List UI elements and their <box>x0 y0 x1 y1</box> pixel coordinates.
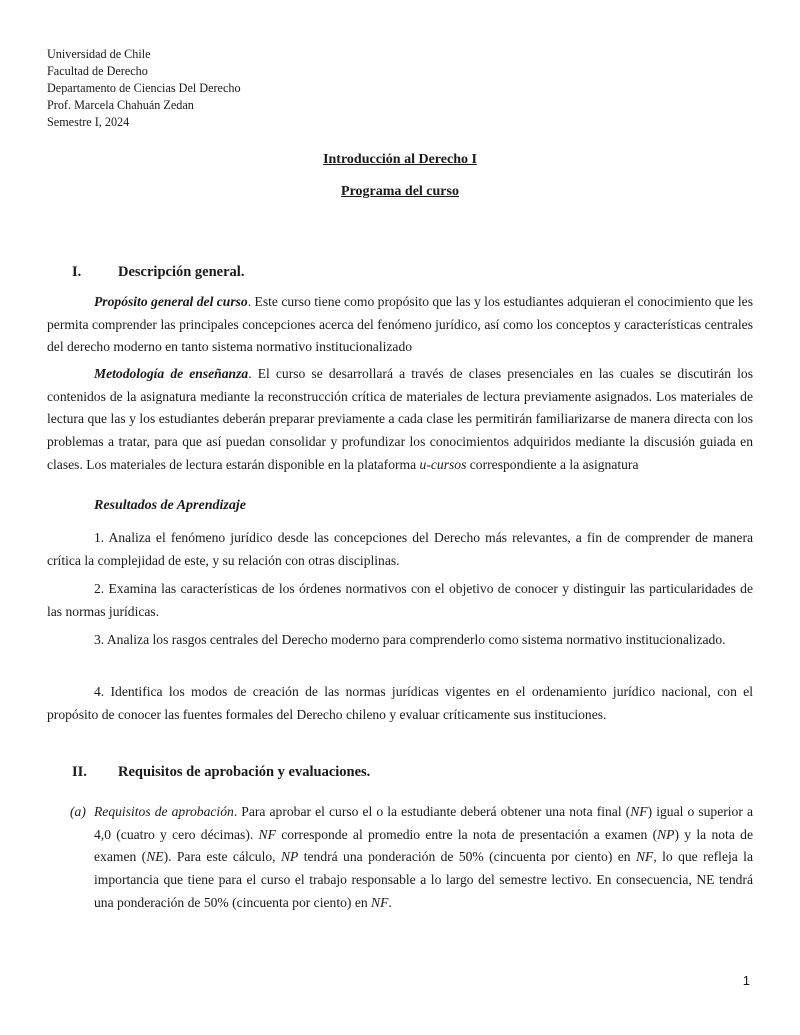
document-subtitle: Programa del curso <box>341 184 459 199</box>
section-1-title: Descripción general. <box>118 264 245 280</box>
semester: Semestre I, 2024 <box>47 115 130 129</box>
section-2-number: II. <box>72 764 87 780</box>
requirements-text: ) igual o superior a 4,0 (cuatro y cero décimas). <box>94 804 753 842</box>
requirements-text: . Para aprobar el curso el o la estudiante deberá obtener una nota final ( <box>233 804 631 819</box>
requirements-text: ) y la nota de examen ( <box>94 826 753 865</box>
outcome-item: 1. Analiza el fenómeno jurídico desde las concepciones del Derecho más relevantes, a fin de comprender de manera crítica la complejidad de este, y su relación con otras disciplinas. <box>47 530 753 568</box>
term-nf: NF <box>371 894 389 910</box>
section-1-number: I. <box>72 264 82 280</box>
faculty-name: Facultad de Derecho <box>47 64 148 78</box>
requirements-text: . <box>388 894 392 910</box>
outcome-item: 4. Identifica los modos de creación de las normas jurídicas vigentes en el ordenamiento jurídico nacional, con el propósito de conocer las fuentes formales del Derecho chileno y evaluar críticamente sus instituciones. <box>47 684 753 722</box>
requirements-text: , lo que refleja la importancia que tiene para el curso el trabajo responsable a lo largo del semestre lectivo. En consecuencia, NE tendrá una ponderación de 50% (cincuenta por ciento) en <box>94 849 753 910</box>
requirements-text: tendrá una ponderación de 50% (cincuenta por ciento) en <box>298 849 636 865</box>
professor-name: Prof. Marcela Chahuán Zedan <box>47 98 194 112</box>
platform-name: u-cursos <box>419 456 467 472</box>
term-nf: NF <box>258 826 276 842</box>
page-number: 1 <box>742 973 750 988</box>
requirements-text: corresponde al promedio entre la nota de presentación a examen ( <box>275 826 658 842</box>
methodology-tail: correspondiente a la asignatura <box>466 456 639 472</box>
methodology-text: . El curso se desarrollará a través de clases presenciales en las cuales se discutirán los contenidos de la asignatura mediante la reconstrucción crítica de materiales de lectura previamente asignados. Los materiales de lectura que las y los estudiantes deberán preparar previamente a cada clase les permitirán familiarizarse de manera directa con los problemas a tratar, para que así puedan consolidar y profundizar los conocimientos adquiridos mediante la discusión guiada en clases. Los materiales de lectura estarán disponible en la plataforma <box>47 366 753 472</box>
term-nf: NF <box>630 804 648 819</box>
document-header <box>47 46 241 131</box>
outcomes-heading: Resultados de Aprendizaje <box>94 498 246 513</box>
document-title: Introducción al Derecho I <box>323 152 477 167</box>
outcome-item: 2. Examina las características de los órdenes normativos con el objetivo de conocer y distinguir las particularidades de las normas jurídicas. <box>47 581 753 619</box>
term-nf: NF <box>635 849 654 865</box>
term-np: NP <box>657 826 675 842</box>
purpose-paragraph <box>47 291 753 359</box>
purpose-text: . Este curso tiene como propósito que las y los estudiantes adquieran el conocimiento que les permita comprender las principales concepciones acerca del fenómeno jurídico, así como los conceptos y características centrales del derecho moderno en tanto sistema normativo institucionalizado <box>47 294 754 355</box>
term-ne: NE <box>146 849 164 865</box>
requirements-label: Requisitos de aprobación <box>94 804 234 819</box>
purpose-label: Propósito general del curso <box>94 294 248 309</box>
university-name: Universidad de Chile <box>47 47 151 61</box>
term-np: NP <box>280 849 299 865</box>
outcome-item: 3. Analiza los rasgos centrales del Derecho moderno para comprenderlo como sistema normativo institucionalizado. <box>94 632 726 647</box>
list-marker: (a) <box>70 804 86 819</box>
department-name: Departamento de Ciencias Del Derecho <box>47 81 241 95</box>
methodology-label: Metodología de enseñanza <box>94 366 249 381</box>
requirements-item <box>70 801 753 915</box>
section-2-title: Requisitos de aprobación y evaluaciones. <box>118 764 371 780</box>
requirements-text: ). Para este cálculo, <box>163 849 281 865</box>
methodology-paragraph <box>47 363 753 477</box>
